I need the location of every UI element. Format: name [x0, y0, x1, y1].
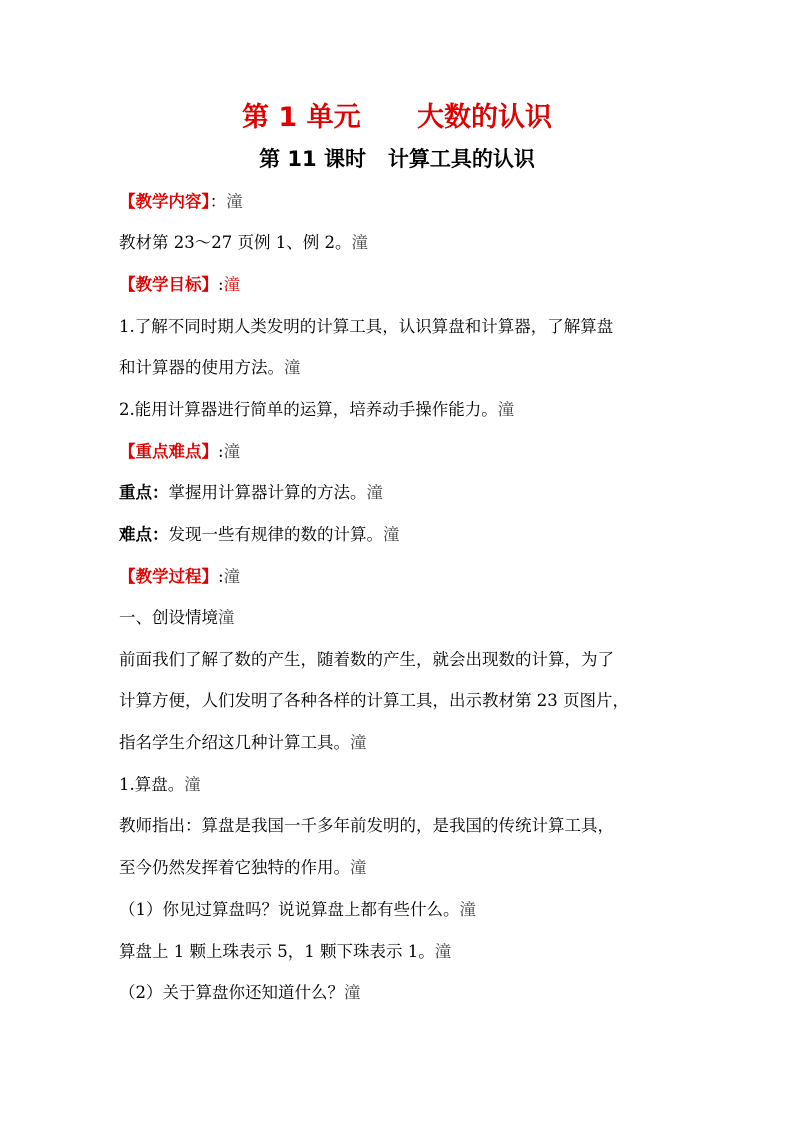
text-line: 算盘上 1 颗上珠表示 5，1 颗下珠表示 1。潼	[119, 942, 452, 961]
section-heading-goals	[119, 273, 699, 297]
paragraph-mark: 潼	[284, 358, 301, 377]
section-separator: :	[218, 567, 224, 586]
text-line: 和计算器的使用方法。潼	[119, 358, 301, 377]
paragraph-mark: 潼	[344, 983, 361, 1002]
section-heading-process	[119, 565, 699, 589]
paragraph-mark: 潼	[459, 900, 476, 919]
text-line: 一、创设情境潼	[119, 608, 235, 627]
text-line: 1.了解不同时期人类发明的计算工具，认识算盘和计算器，了解算盘	[119, 317, 614, 336]
section-separator: ：	[209, 192, 227, 211]
lesson-subtitle: 第 11 课时 计算工具的认识	[259, 147, 535, 171]
section-separator: :	[218, 275, 224, 294]
text-line: 至今仍然发挥着它独特的作用。潼	[119, 858, 367, 877]
section-label: 【教学内容】	[119, 192, 210, 211]
paragraph-mark: 潼	[351, 233, 368, 252]
text-line: 重点：掌握用计算器计算的方法。潼	[119, 483, 383, 502]
inline-label: 重点：	[119, 483, 169, 502]
section-label: 【重点难点】	[119, 442, 218, 461]
paragraph-mark: 潼	[218, 608, 235, 627]
text-line: （1）你见过算盘吗？说说算盘上都有些什么。潼	[119, 900, 476, 919]
text-line: 2.能用计算器进行简单的运算，培养动手操作能力。潼	[119, 400, 515, 419]
text-line: 前面我们了解了数的产生，随着数的产生，就会出现数的计算，为了	[119, 650, 614, 669]
paragraph-mark: 潼	[366, 483, 383, 502]
section-separator: :	[218, 442, 224, 461]
inline-label: 难点：	[119, 525, 169, 544]
text-line: 1.算盘。潼	[119, 775, 201, 794]
text-line: 指名学生介绍这几种计算工具。潼	[119, 733, 367, 752]
section-heading-key-points	[119, 440, 699, 464]
text-line: 教材第 23～27 页例 1、例 2。潼	[119, 233, 368, 252]
paragraph-mark: 潼	[223, 567, 241, 586]
text-line: 难点：发现一些有规律的数的计算。潼	[119, 525, 400, 544]
paragraph-mark: 潼	[184, 775, 201, 794]
section-heading-content	[119, 190, 699, 214]
text-line: （2）关于算盘你还知道什么？潼	[119, 983, 361, 1002]
text-line: 教师指出：算盘是我国一千多年前发明的，是我国的传统计算工具，	[119, 816, 614, 835]
paragraph-mark: 潼	[226, 192, 243, 211]
paragraph-mark: 潼	[223, 442, 241, 461]
section-label: 【教学目标】	[119, 275, 218, 294]
paragraph-mark: 潼	[223, 275, 241, 294]
section-label: 【教学过程】	[119, 567, 218, 586]
paragraph-mark: 潼	[350, 858, 367, 877]
page-title: 第 1 单元 大数的认识	[242, 102, 552, 133]
paragraph-mark: 潼	[434, 942, 452, 961]
paragraph-mark: 潼	[497, 400, 515, 419]
paragraph-mark: 潼	[350, 733, 367, 752]
text-line: 计算方便，人们发明了各种各样的计算工具，出示教材第 23 页图片，	[119, 691, 629, 710]
paragraph-mark: 潼	[383, 525, 400, 544]
